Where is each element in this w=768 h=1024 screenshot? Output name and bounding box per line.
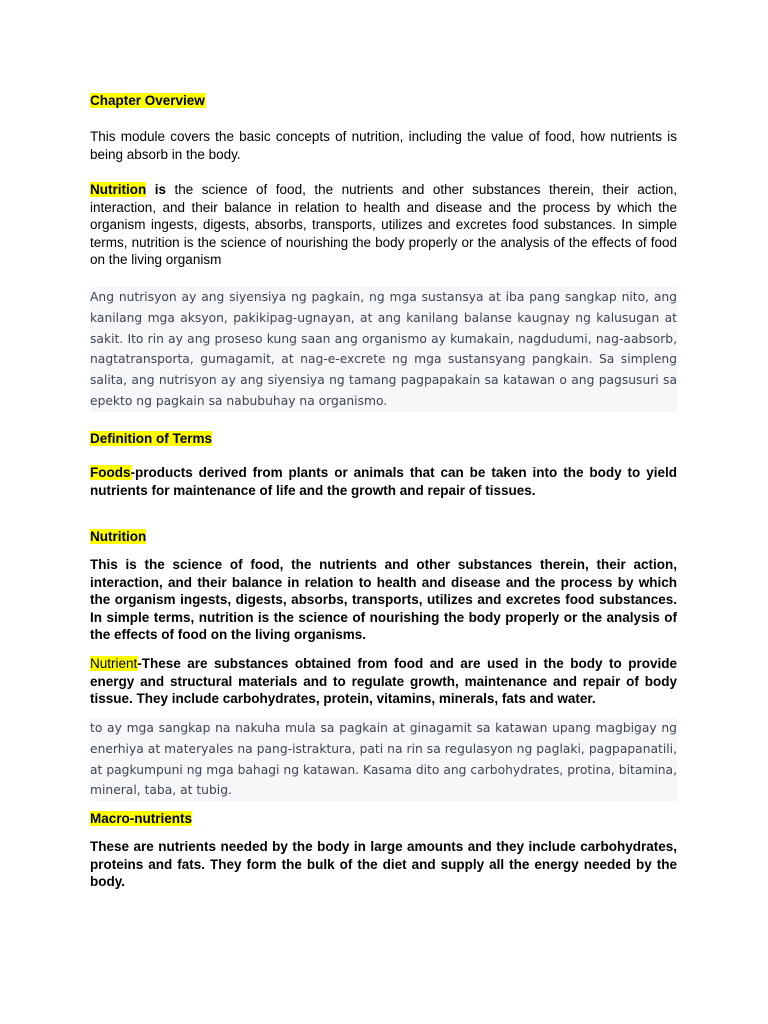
chapter-overview-heading	[90, 92, 205, 110]
foods-text: -products derived from plants or animals that can be taken into the body to yield nutrients for maintenance of life and the growth and repair of tissues.	[90, 465, 677, 498]
nutrient-definition	[90, 655, 677, 708]
foods-term: Foods	[90, 465, 131, 480]
definition-of-terms-label: Definition of Terms	[90, 431, 213, 446]
nutrient-tagalog-paragraph: to ay mga sangkap na nakuha mula sa pagkain at ginagamit sa katawan upang magbigay ng enerhiya at materyales na pang-istraktura, pati na rin sa regulasyon ng paglaki, pagpapanatili, at pagkumpuni ng mga bahagi ng katawan. Kasama dito ang carbohydrates, protina, bitamina, mineral, taba, at tubig.	[90, 718, 677, 801]
macro-nutrients-definition: These are nutrients needed by the body in large amounts and they include carbohydrates, proteins and fats. They form the bulk of the diet and supply all the energy needed by the body.	[90, 839, 677, 890]
nutrition-heading-label: Nutrition	[90, 529, 147, 544]
nutrient-term: Nutrient	[90, 656, 138, 671]
nutrition-text: the science of food, the nutrients and other substances therein, their action, interaction, and their balance in relation to health and disease and the process by which the organism ingests, digests, absorbs, transports, utilizes and excretes food substances. In simple terms, nutrition is the science of nourishing the body properly or the analysis of the effects of food on the living organism	[90, 182, 678, 268]
foods-definition	[90, 464, 677, 499]
nutrition-definition: This is the science of food, the nutrients and other substances therein, their action, interaction, and their balance in relation to health and disease and the process by which the organism ingests, digests, absorbs, transports, utilizes and excretes food substances. In simple terms, nutrition is the science of nourishing the body properly or the analysis of the effects of food on the living organisms.	[90, 557, 677, 643]
chapter-overview-label: Chapter Overview	[90, 93, 205, 108]
macro-nutrients-heading	[90, 810, 192, 828]
nutrition-heading	[90, 528, 146, 546]
nutrition-is: is	[146, 182, 167, 197]
macro-nutrients-label: Macro-nutrients	[90, 811, 193, 826]
nutrient-text: -These are substances obtained from food and are used in the body to provide energy and structural materials and to regulate growth, maintenance and repair of body tissue. They include carbohydrates, protein, vitamins, minerals, fats and water.	[90, 656, 677, 707]
overview-paragraph: This module covers the basic concepts of nutrition, including the value of food, how nutrients is being absorb in the body.	[90, 129, 677, 162]
nutrition-term: Nutrition	[90, 182, 147, 197]
nutrition-paragraph	[90, 181, 677, 269]
definition-of-terms-heading	[90, 430, 212, 448]
nutrition-tagalog-paragraph: Ang nutrisyon ay ang siyensiya ng pagkain, ng mga sustansya at iba pang sangkap nito, ang kanilang mga aksyon, pakikipag-ugnayan, at ang kanilang balanse kaugnay ng kalusugan at sakit. Ito rin ay ang proseso kung saan ang organismo ay kumakain, nagdudumi, nag-aabsorb, nagtatransporta, gumagamit, at nag-e-excrete ng mga sustansyang pangkain. Sa simpleng salita, ang nutrisyon ay ang siyensiya ng tamang pagpapakain sa katawan o ang pagsusuri sa epekto ng pagkain sa nabubuhay na organismo.	[90, 287, 677, 412]
